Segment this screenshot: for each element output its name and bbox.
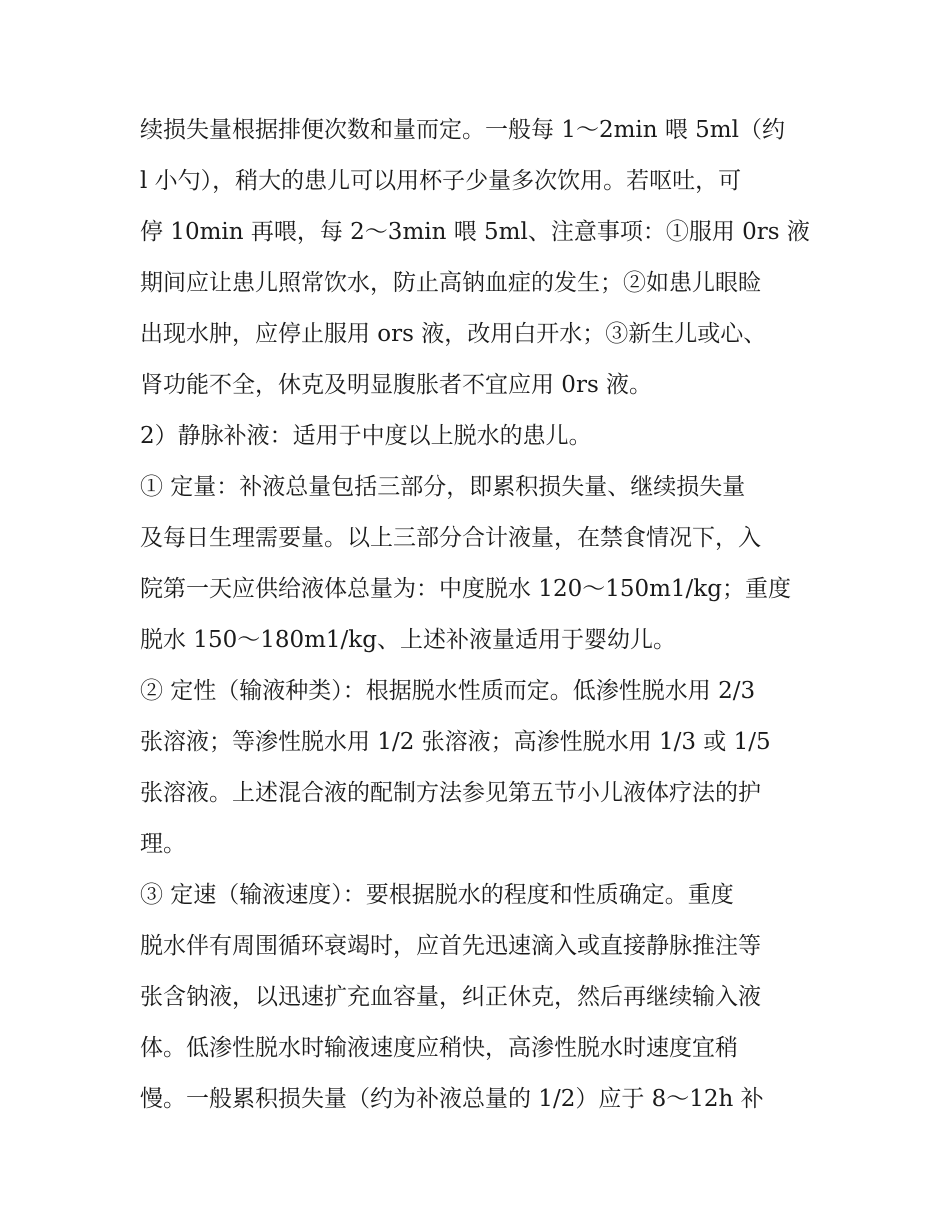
text-line: 出现水肿，应停止服用 ors 液，改用白开水；③新生儿或心、 [140,321,767,347]
text-line: 慢。一般累积损失量（约为补液总量的 1/2）应于 8～12h 补 [140,1086,764,1112]
text-line: 停 10min 再喂，每 2～3min 喂 5ml、注意事项：①服用 0rs 液 [140,219,810,245]
text-line: 理。 [140,831,186,857]
text-line: 肾功能不全，休克及明显腹胀者不宜应用 0rs 液。 [140,372,653,398]
text-line: 期间应让患儿照常饮水，防止高钠血症的发生；②如患儿眼睑 [140,270,761,296]
section-heading-iv-fluid: 2）静脉补液：适用于中度以上脱水的患儿。 [140,423,592,449]
body-text [140,108,820,1128]
text-line: 张溶液；等渗性脱水用 1/2 张溶液；高渗性脱水用 1/3 或 1/5 [140,729,771,755]
text-line: ② 定性（输液种类）：根据脱水性质而定。低渗性脱水用 2/3 [140,678,756,704]
text-line: 张溶液。上述混合液的配制方法参见第五节小儿液体疗法的护 [140,780,761,806]
text-line: 脱水伴有周围循环衰竭时，应首先迅速滴入或直接静脉推注等 [140,933,761,959]
text-line: 院第一天应供给液体总量为：中度脱水 120～150m1/kg；重度 [140,576,791,602]
text-line: 脱水 150～180m1/kg、上述补液量适用于婴幼儿。 [140,627,676,653]
text-line: ① 定量：补液总量包括三部分，即累积损失量、继续损失量 [140,474,746,500]
text-line: l 小勺），稍大的患儿可以用杯子少量多次饮用。若呕吐，可 [140,168,742,194]
text-line: 及每日生理需要量。以上三部分合计液量，在禁食情况下，入 [140,525,761,551]
text-line: ③ 定速（输液速度）：要根据脱水的程度和性质确定。重度 [140,882,734,908]
text-line: 张含钠液，以迅速扩充血容量，纠正休克，然后再继续输入液 [140,984,761,1010]
text-line: 体。低渗性脱水时输液速度应稍快，高渗性脱水时速度宜稍 [140,1035,738,1061]
text-line: 续损失量根据排便次数和量而定。一般每 1～2min 喂 5ml（约 [140,117,785,143]
